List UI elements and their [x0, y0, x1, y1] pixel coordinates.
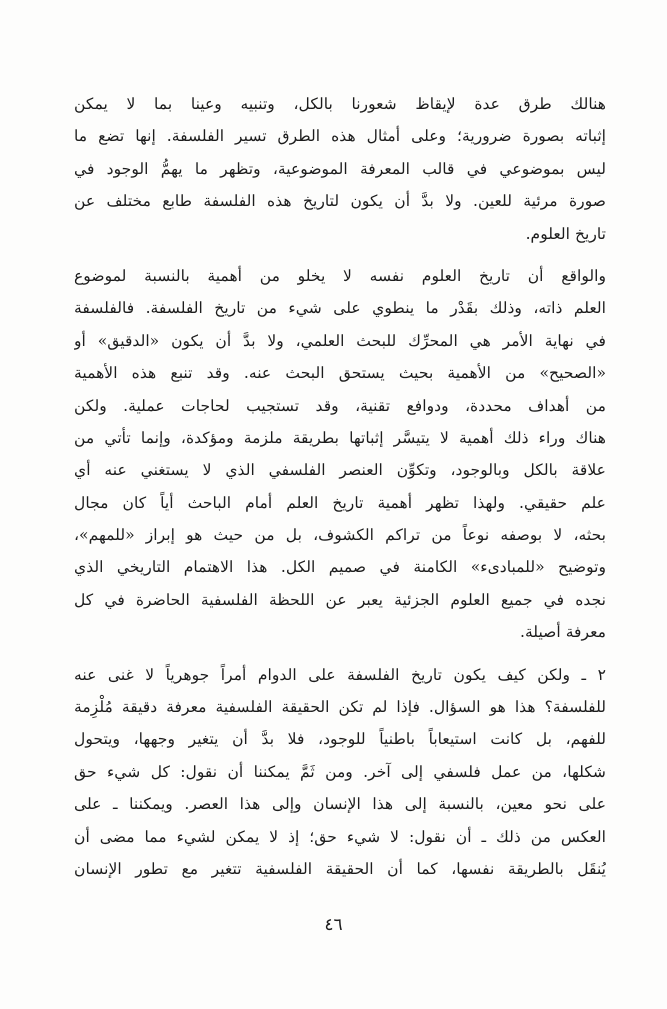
text-line: والواقع أن تاريخ العلوم نفسه لا يخلو من أهمية بالنسبة لموضوع [74, 266, 606, 285]
text-line: على نحو معين، بالنسبة إلى هذا الإنسان وإلى هذا العصر. ويمكننا ـ على [74, 795, 606, 814]
text-line: بحثه، لا بوصفه نوعاً من تراكم الكشوف، بل من حيث هو إبراز «للمهم»، [74, 526, 606, 545]
text-line: تاريخ العلوم. [525, 224, 606, 243]
text-line: «الصحيح» من الأهمية بحيث يستحق البحث عنه. وقد تنبع هذه الأهمية [74, 364, 606, 383]
text-line: علم حقيقي. ولهذا تظهر أهمية تاريخ العلم أمام الباحث أياً كان مجال [74, 493, 606, 512]
paragraph-2 [74, 260, 606, 649]
text-line: العكس من ذلك ـ أن نقول: لا شيء حق؛ إذ لا يمكن لشيء مما مضى أن [74, 827, 606, 846]
paragraph-3 [74, 659, 606, 886]
text-line: في نهاية الأمر هي المحرِّك للبحث العلمي، ولا بدَّ أن يكون «الدقيق» أو [74, 331, 606, 350]
text-line: للفهم، بل كانت استيعاباً باطنياً للوجود، فلا بدَّ أن يتغير وجهها، ويتحول [74, 730, 606, 749]
text-line: يُنقَل بالطريقة نفسها، كما أن الحقيقة الفلسفية تتغير مع تطور الإنسان [74, 859, 606, 878]
body-text [74, 88, 606, 885]
text-line: شكلها، من عمل فلسفي إلى آخر. ومن ثَمَّ يمكننا أن نقول: كل شيء حق [74, 762, 606, 781]
text-line: علاقة بالكل وبالوجود، وتكوِّن العنصر الفلسفي الذي لا يستغني عنه أي [74, 461, 606, 480]
text-line: ليس بموضوعي في قالب المعرفة الموضوعية، وتظهر ما يهمُّ الوجود في [74, 159, 606, 178]
text-line: نجده في جميع العلوم الجزئية يعبر عن اللحظة الفلسفية الحاضرة في كل [74, 590, 606, 609]
page-number: ٤٦ [324, 915, 343, 935]
text-line: هناك وراء ذلك أهمية لا يتيسَّر إثباتها بطريقة ملزمة ومؤكدة، وإنما تأتي من [74, 428, 606, 447]
text-line: هنالك طرق عدة لإيقاظ شعورنا بالكل، وتنبيه وعينا بما لا يمكن [74, 95, 606, 113]
text-line: معرفة أصيلة. [519, 623, 606, 642]
text-line: صورة مرئية للعين. ولا بدَّ أن يكون لتاريخ هذه الفلسفة طابع مختلف عن [74, 192, 606, 211]
text-line: من أهداف محددة، ودوافع تقنية، وقد تستجيب لحاجات عملية. ولكن [74, 396, 606, 415]
text-line: العلم ذاته، وذلك بقَدْر ما ينطوي على شيء من تاريخ الفلسفة. فالفلسفة [74, 299, 606, 318]
text-line: ٢ ـ ولكن كيف يكون تاريخ الفلسفة على الدوام أمراً جوهرياً لا غنى عنه [74, 665, 606, 684]
text-line: إثباته بصورة ضرورية؛ وعلى أمثال هذه الطرق تسير الفلسفة. إنها تضع ما [74, 127, 606, 146]
text-line: للفلسفة؟ هذا هو السؤال. فإذا لم تكن الحقيقة الفلسفية معرفة دقيقة مُلْزِمة [74, 698, 606, 717]
paragraph-1 [74, 88, 606, 250]
text-line: وتوضيح «للمبادىء» الكامنة في صميم الكل. هذا الاهتمام التاريخي الذي [74, 558, 606, 577]
